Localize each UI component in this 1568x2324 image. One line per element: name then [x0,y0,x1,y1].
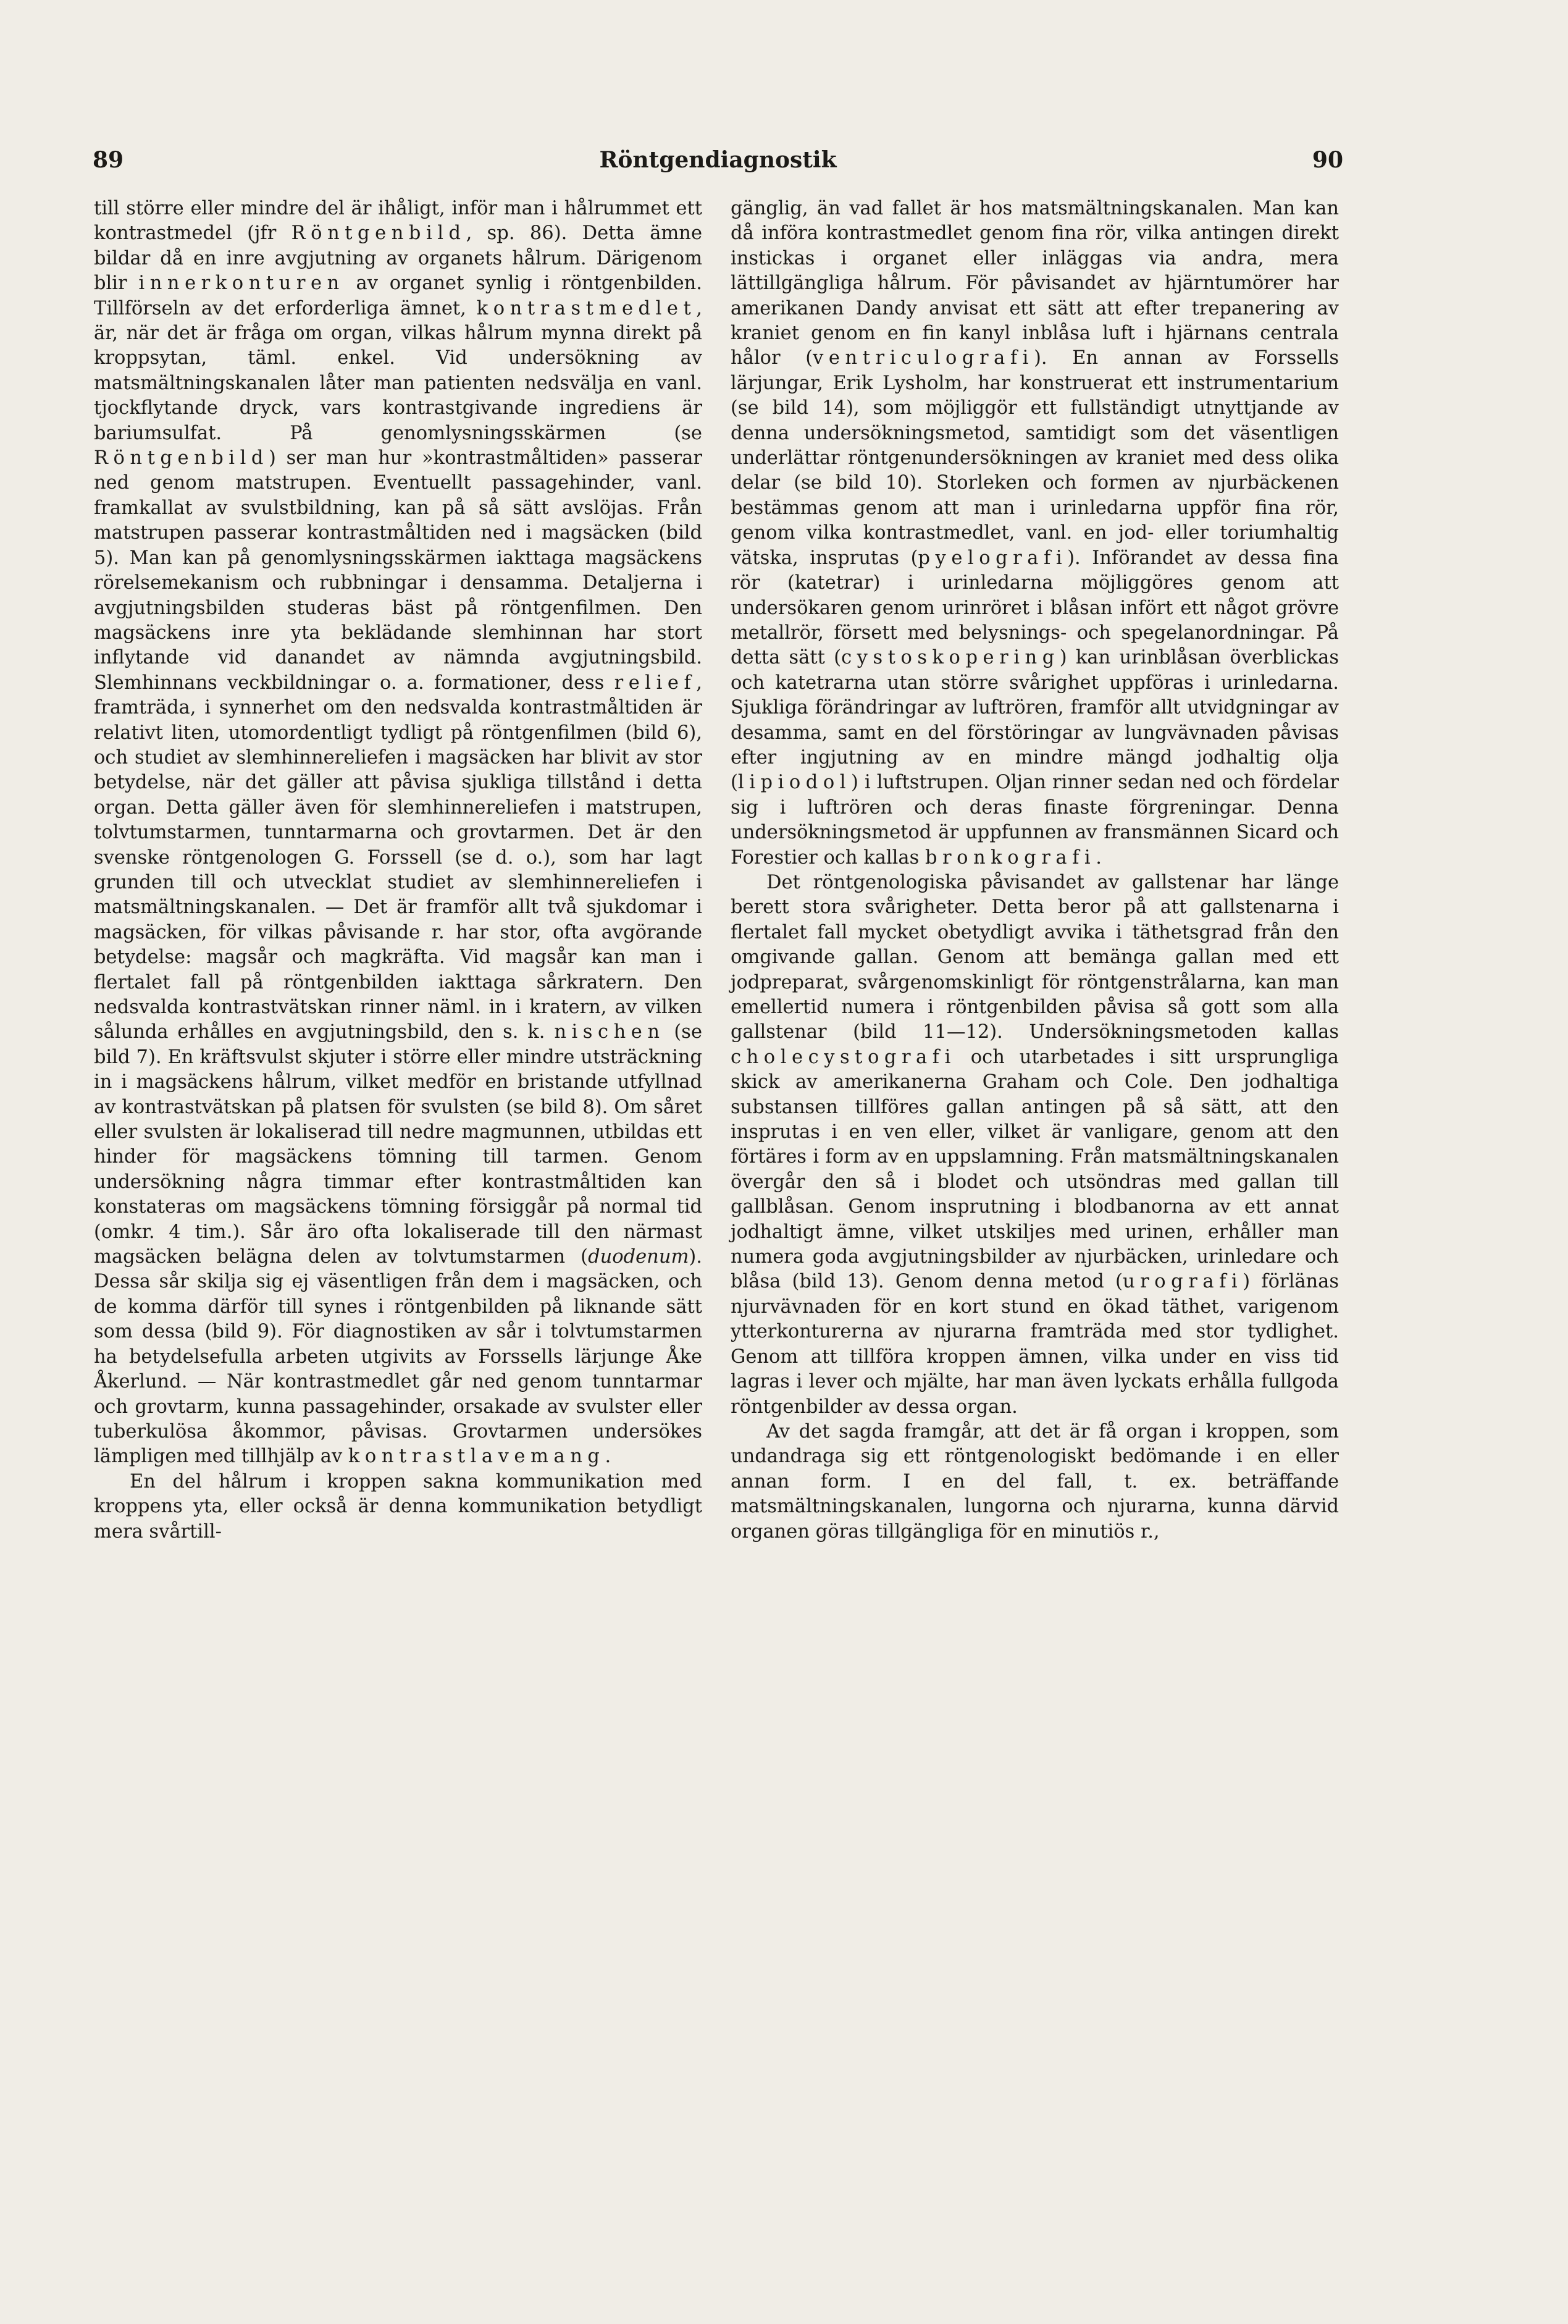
text-run: ) kan urinblåsan överblickas och katetrarna utan större svårighet uppföras i urinledarna. Sjukliga förändringar av luftrören, framför allt utvidgningar av desamma, samt en del förstöringar av lungvävnaden påvisas efter ingjutning av en mindre mängd jodhaltig olja ( [731,647,1339,794]
spaced-term: relief [614,672,697,694]
spaced-term: nischen [554,1021,665,1043]
spaced-term: kontrastmedlet [476,297,697,319]
text-run: (se bild 7). En kräftsvulst skjuter i större eller mindre utsträckning in i magsäckens hålrum, vilket medför en bristande utfyllnad av kontrastvätskan på platsen för svulsten (se bild 8). Om såret eller svulsten är lokaliserad till nedre magmunnen, utbildas ett hinder för magsäckens tömning till tarmen. Genom undersökning några timmar efter kontrastmåltiden kan konstateras om magsäckens tömning försiggår på normal tid (omkr. 4 tim.). Sår äro ofta lokaliserade till den närmast magsäcken belägna delen av tolvtumstarmen ( [94,1021,702,1268]
right-paragraph-2 [731,870,1339,1420]
spaced-term: lipiodol [737,772,852,794]
text-run: Det röntgenologiska påvisandet av gallstenar har länge berett stora svårigheter. Detta beror på att gallstenarna i flertalet fall mycket obetydligt avvika i täthetsgrad från den omgivande gallan. Genom att bemänga gallan med ett jodpreparat, svårgenomskinligt för röntgenstrålarna, kan man emellertid numera i röntgenbilden påvisa så gott som alla gallstenar (bild 11—12). Undersökningsmetoden kallas [731,871,1339,1043]
text-run: och utarbetades i sitt ursprungliga skick av amerikanerna Graham och Cole. Den jodhaltiga substansen tillföres gallan antingen på så sätt, att den insprutas i en ven eller, vilket är vanligare, genom att den förtäres i form av en uppslamning. Från matsmältningskanalen övergår den så i blodet och utsöndras med gallan till gallblåsan. Genom insprutning i blodbanorna av ett annat jodhaltigt ämne, vilket utskiljes med urinen, erhåller man numera goda avgjutningsbilder av njurbäcken, urinledare och blåsa (bild 13). Genom denna metod ( [731,1046,1339,1293]
spaced-term: Röntgenbild [291,222,466,245]
text-run: ) förlänas njurvävnaden för en kort stund en ökad täthet, varigenom ytterkonturerna av njurarna framträda med stor tydlighet. Genom att tillföra kroppen ämnen, vilka under en viss tid lagras i lever och mjälte, har man även lyckats erhålla fullgoda röntgenbilder av dessa organ. [731,1271,1339,1418]
text-run: ). Dessa sår skilja sig ej väsentligen från dem i magsäcken, och de komma därför till synes i röntgenbilden på liknande sätt som dessa (bild 9). För diagnostiken av sår i tolvtumstarmen ha betydelsefulla arbeten utgivits av Forssells lärjunge Åke Åkerlund. — När kontrastmedlet går ned genom tunntarmar och grovtarm, kunna passagehinder, orsakade av svulster eller tuberkulösa åkommor, påvisas. Grovtarmen undersökes lämpligen med tillhjälp av [94,1246,702,1468]
text-run: av organet synlig i röntgenbilden. Tillförseln av det erforderliga ämnet, [94,272,703,319]
right-paragraph-3: Av det sagda framgår, att det är få organ i kroppen, som undandraga sig ett röntgenologiskt bedömande i en eller annan form. I en del fall, t. ex. beträffande matsmältningskanalen, lungorna och njurarna, kunna därvid organen göras tillgängliga för en minutiös r., [731,1420,1339,1543]
left-paragraph-2: En del hålrum i kroppen sakna kommunikation med kroppens yta, eller också är denna kommunikation betydligt mera svårtill- [94,1470,702,1543]
italic-term: duodenum [588,1246,689,1268]
spaced-term: cholecystografi [731,1046,956,1068]
right-paragraph-1 [731,196,1339,870]
text-run: . [1096,846,1102,869]
text-run: ) ser man hur »kontrastmåltiden» passerar ned genom matstrupen. Eventuellt passagehinder, vanl. framkallat av svulstbildning, kan på så sätt avslöjas. Från matstrupen passerar kontrastmåltiden ned i magsäcken (bild 5). Man kan på genomlysningsskärmen iakttaga magsäckens rörelsemekanism och rubbningar i densamma. Detaljerna i avgjutningsbilden studeras bäst på röntgenfilmen. Den magsäckens inre yta beklädande slemhinnan har stort inflytande vid danandet av nämnda avgjutningsbild. Slemhinnans veckbildningar o. a. formationer, dess [94,447,702,694]
spaced-term: bronkografi [924,846,1096,869]
text-run: gänglig, än vad fallet är hos matsmältningskanalen. Man kan då införa kontrastmedlet genom fina rör, vilka antingen direkt instickas i organet eller inläggas via andra, mera lättillgängliga hålrum. För påvisandet av hjärntumörer har amerikanen Dandy anvisat ett sätt att efter trepanering av kraniet genom en fin kanyl inblåsa luft i hjärnans centrala hålor ( [731,198,1339,369]
text-run: ) i luftstrupen. Oljan rinner sedan ned och fördelar sig i luftrören och deras finaste förgreningar. Denna undersökningsmetod är uppfunnen av fransmännen Sicard och Forestier och kallas [731,772,1339,869]
page-number-left: 89 [93,147,124,173]
left-column [94,196,702,1544]
spaced-term: Röntgenbild [94,447,269,469]
spaced-term: ventriculografi [813,347,1034,369]
text-run: ). Införandet av dessa fina rör (katetrar) i urinledarna möjliggöres genom att undersökaren genom urinröret i blåsan infört ett något grövre metallrör, försett med belysnings- och spegelanordningar. På detta sätt ( [731,547,1339,669]
page-number-right: 90 [1312,147,1343,173]
text-run: , sp. 86). Detta ämne bildar då en inre avgjutning av organets hålrum. Därigenom blir [94,222,702,295]
spaced-term: kontrastlavemang [348,1446,605,1468]
spaced-term: innerkonturen [138,272,345,295]
right-column [731,196,1339,1544]
text-run: . [605,1446,611,1468]
running-title: Röntgendiagnostik [599,147,837,173]
spaced-term: urografi [1122,1271,1243,1293]
spaced-term: pyelografi [918,547,1068,569]
text-run: , framträda, i synnerhet om den nedsvalda kontrastmåltiden är relativt liten, utomordentligt tydligt på röntgenfilmen (bild 6), och studiet av slemhinnereliefen i magsäcken har blivit av stor betydelse, när det gäller att påvisa sjukliga tillstånd i detta organ. Detta gäller även för slemhinnereliefen i matstrupen, tolvtumstarmen, tunntarmarna och grovtarmen. Det är den svenske röntgenologen G. Forssell (se d. o.), som har lagt grunden till och utvecklat studiet av slemhinnereliefen i matsmältningskanalen. — Det är framför allt två sjukdomar i magsäcken, för vilkas påvisande r. har stor, ofta avgörande betydelse: magsår och magkräfta. Vid magsår kan man i flertalet fall på röntgenbilden iakttaga sårkratern. Den nedsvalda kontrastvätskan rinner näml. in i kratern, av vilken sålunda erhålles en avgjutningsbild, den s. k. [94,672,702,1043]
left-paragraph-1 [94,196,702,1470]
text-run: ). En annan av Forssells lärjungar, Erik Lysholm, har konstruerat ett instrumentarium (se bild 14), som möjliggör ett fullständigt utnyttjande av denna undersökningsmetod, samtidigt som det väsentligen underlättar röntgenundersökningen av kraniet med dess olika delar (se bild 10). Storleken och formen av njurbäckenen bestämmas genom att man i urinledarna uppför fina rör, genom vilka kontrastmedlet, vanl. en jod- eller toriumhaltig vätska, insprutas ( [731,347,1339,569]
running-header [93,147,1343,184]
text-run: , är, när det är fråga om organ, vilkas hålrum mynna direkt på kroppsytan, täml. enkel. Vid undersökning av matsmältningskanalen låter man patienten nedsvälja en vanl. tjockflytande dryck, vars kontrastgivande ingrediens är bariumsulfat. På genomlysningsskärmen (se [94,297,702,444]
spaced-term: cystoskopering [841,647,1060,669]
text-run: till större eller mindre del är ihåligt, inför man i hålrummet ett kontrastmedel (jfr [94,198,702,245]
